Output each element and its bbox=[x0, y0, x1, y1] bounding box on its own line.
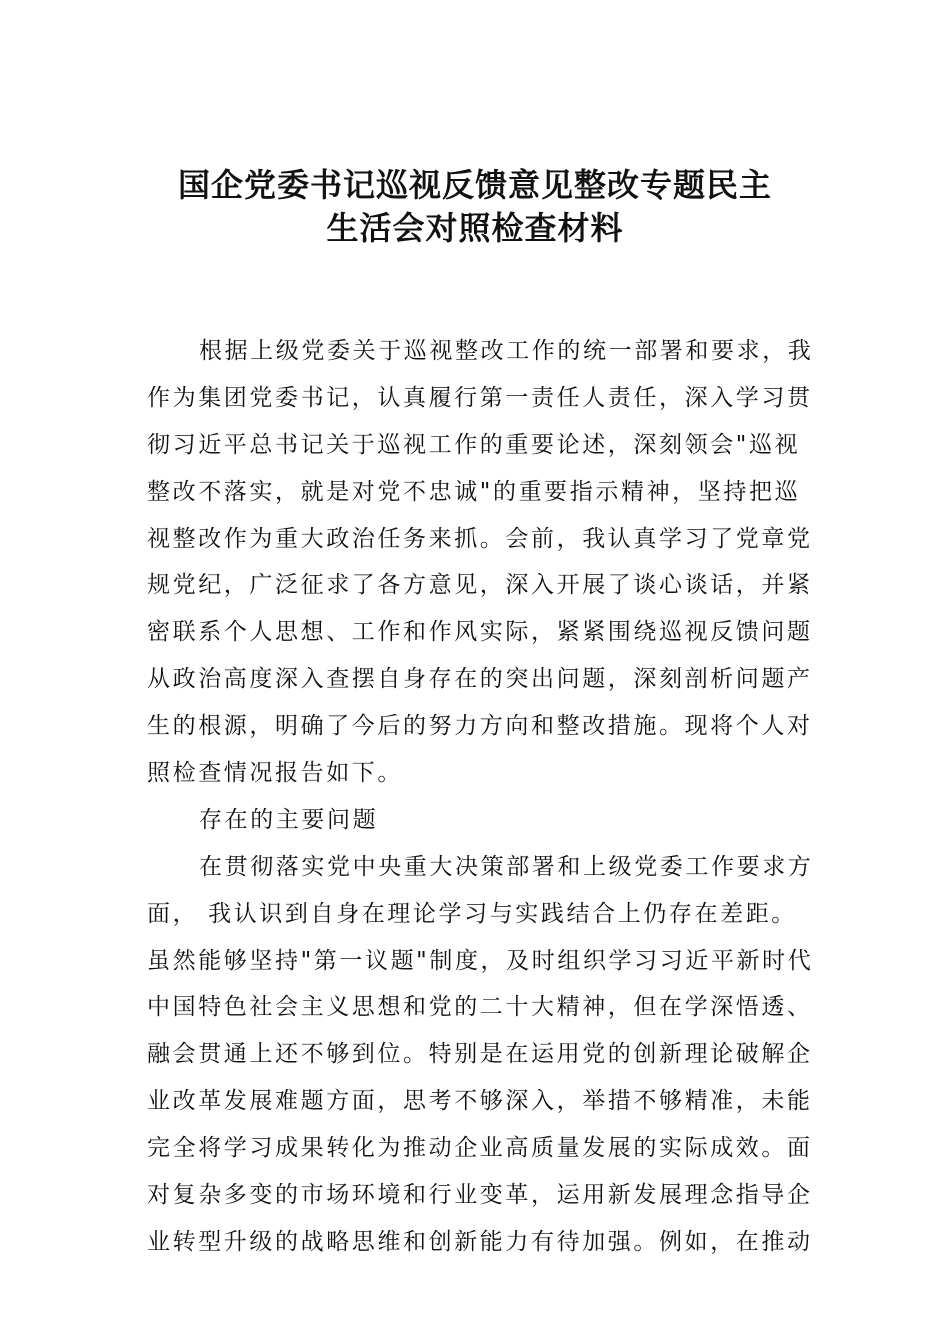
text-line: 完全将学习成果转化为推动企业高质量发展的实际成效。面 bbox=[147, 1135, 813, 1162]
paragraph bbox=[147, 328, 812, 797]
section-heading bbox=[147, 797, 812, 844]
text-line: 照检查情况报告如下。 bbox=[147, 760, 403, 787]
text-line: 从政治高度深入查摆自身存在的突出问题，深刻剖析问题产 bbox=[147, 666, 813, 693]
text-line: 存在的主要问题 bbox=[199, 806, 379, 833]
text-line: 融会贯通上还不够到位。特别是在运用党的创新理论破解企 bbox=[147, 1041, 813, 1068]
text-line: 在贯彻落实党中央重大决策部署和上级党委工作要求方 bbox=[199, 853, 814, 880]
text-line: 彻习近平总书记关于巡视工作的重要论述，深刻领会"巡视 bbox=[147, 431, 801, 458]
text-line: 规党纪，广泛征求了各方意见，深入开展了谈心谈话，并紧 bbox=[147, 572, 813, 599]
document-body bbox=[147, 328, 812, 1266]
text-line: 密联系个人思想、工作和作风实际，紧紧围绕巡视反馈问题 bbox=[147, 619, 813, 646]
text-line: 生的根源，明确了今后的努力方向和整改措施。现将个人对 bbox=[147, 713, 813, 740]
document-title-line-1: 国企党委书记巡视反馈意见整改专题民主 bbox=[177, 166, 772, 204]
text-line: 视整改作为重大政治任务来抓。会前，我认真学习了党章党 bbox=[147, 525, 813, 552]
paragraph bbox=[147, 844, 812, 1266]
text-line: 面， 我认识到自身在理论学习与实践结合上仍存在差距。 bbox=[147, 900, 797, 927]
text-line: 整改不落实，就是对党不忠诚"的重要指示精神，坚持把巡 bbox=[147, 478, 801, 505]
text-line: 业转型升级的战略思维和创新能力有待加强。例如，在推动 bbox=[147, 1228, 813, 1255]
text-line: 根据上级党委关于巡视整改工作的统一部署和要求，我 bbox=[199, 338, 814, 364]
text-line: 作为集团党委书记，认真履行第一责任人责任，深入学习贯 bbox=[147, 384, 813, 411]
text-line: 中国特色社会主义思想和党的二十大精神，但在学深悟透、 bbox=[147, 994, 813, 1021]
text-line: 对复杂多变的市场环境和行业变革，运用新发展理念指导企 bbox=[147, 1182, 813, 1209]
text-line: 虽然能够坚持"第一议题"制度，及时组织学习习近平新时代 bbox=[147, 947, 814, 974]
document-title-line-2: 生活会对照检查材料 bbox=[326, 209, 624, 247]
text-line: 业改革发展难题方面，思考不够深入，举措不够精准，未能 bbox=[147, 1088, 813, 1115]
